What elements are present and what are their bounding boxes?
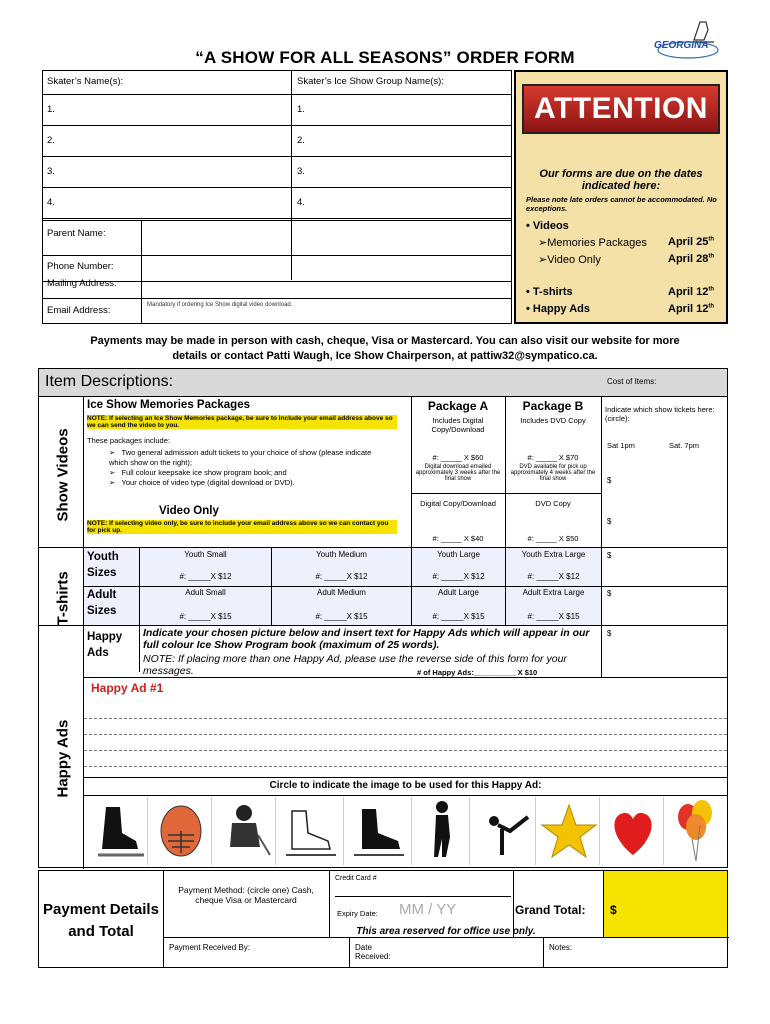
skater-row-2[interactable]: [43, 126, 511, 157]
heart-icon[interactable]: [602, 797, 664, 865]
happy-ad-message-lines[interactable]: [84, 697, 727, 777]
due-dates-heading: Our forms are due on the dates indicated here:: [539, 168, 703, 192]
club-logo: [652, 18, 722, 66]
show-option-sat-7pm[interactable]: Sat. 7pm: [669, 441, 700, 450]
digital-copy-qty[interactable]: #: _____ X $40: [432, 534, 484, 543]
side-label-happy-ads: Happy Ads: [54, 719, 72, 798]
expiry-label: Expiry Date:: [337, 909, 378, 918]
video-only-note: NOTE: If selecting video only, be sure to include your email address above so we can contact you for pick up.: [87, 520, 397, 534]
digital-copy-desc: Digital Copy/Download: [420, 499, 496, 508]
skater-names-label: Skater’s Name(s):: [47, 76, 124, 87]
skater-row-4[interactable]: [43, 188, 511, 219]
happy-ads-qty[interactable]: # of Happy Ads:__________ X $10: [417, 668, 538, 677]
happy-ad-images: [84, 795, 727, 867]
cost-of-items-header: Cost of Items:: [607, 377, 657, 386]
dvd-copy-qty[interactable]: #: _____ X $50: [527, 534, 579, 543]
includes-label: These packages include:: [87, 436, 170, 445]
memories-note: NOTE: If selecting an Ice Show Memories package, be sure to include your email address above so we can send the video to you.: [87, 415, 397, 429]
package-b-note: DVD available for pick up approximately 4 weeks after the final show: [510, 464, 596, 482]
tshirts-date: April 12th: [668, 286, 715, 298]
adult-xl-qty[interactable]: #: _____X $15: [527, 612, 580, 621]
adult-large-label: Adult Large: [438, 588, 479, 597]
memories-title: Ice Show Memories Packages: [87, 399, 250, 411]
youth-large-label: Youth Large: [437, 550, 480, 559]
side-label-tshirts: T-shirts: [54, 571, 72, 626]
email-address-field[interactable]: [43, 299, 511, 323]
memories-cost[interactable]: $: [607, 476, 612, 485]
skater-silhouette-icon[interactable]: [414, 797, 470, 865]
circle-image-label: Circle to indicate the image to be used for this Happy Ad:: [269, 780, 542, 791]
video-only-cost[interactable]: $: [607, 517, 612, 526]
attention-banner: ATTENTION: [522, 84, 720, 134]
happy-ads-instructions: Indicate your chosen picture below and insert text for Happy Ads which will appear in our full colour Ice Show Program book (maximum of 25 words).: [143, 627, 590, 651]
mailing-address-label: Mailing Address:: [47, 278, 117, 289]
expiry-input[interactable]: MM / YY: [399, 901, 457, 918]
youth-large-qty[interactable]: #: _____X $12: [432, 572, 485, 581]
adult-small-label: Adult Small: [185, 588, 226, 597]
video-only-title: Video Only: [159, 505, 219, 517]
row-number: 1.: [297, 104, 305, 115]
side-label-show-videos: Show Videos: [54, 428, 72, 522]
date-received-label: Date Received:: [355, 943, 391, 961]
indicate-show-label: Indicate which show tickets here: (circle):: [605, 405, 715, 423]
payment-section: [38, 870, 728, 968]
grand-total-label: Grand Total:: [515, 903, 586, 917]
happy-ads-label: Happy Ads: [87, 631, 123, 659]
youth-cost[interactable]: $: [607, 551, 612, 560]
row-number: 4.: [297, 197, 305, 208]
office-use-label: This area reserved for office use only.: [356, 926, 536, 937]
adult-small-qty[interactable]: #: _____X $15: [179, 612, 232, 621]
received-by-label: Payment Received By:: [169, 943, 250, 952]
payment-details-title: Payment Details and Total: [43, 901, 159, 940]
video-only-date: April 28th: [668, 253, 715, 265]
show-option-sat-1pm[interactable]: Sat 1pm: [607, 441, 635, 450]
logo-text: GEORGINA: [654, 40, 709, 51]
adult-cost[interactable]: $: [607, 589, 612, 598]
adult-medium-label: Adult Medium: [317, 588, 366, 597]
grand-total-dollar: $: [610, 903, 617, 917]
late-note: Please note late orders cannot be accommodated. No exceptions.: [526, 195, 717, 213]
youth-small-qty[interactable]: #: _____X $12: [179, 572, 232, 581]
adult-xl-label: Adult Extra Large: [522, 588, 585, 597]
notes-label: Notes:: [549, 943, 573, 952]
credit-card-label: Credit Card #: [335, 875, 377, 882]
row-number: 2.: [297, 135, 305, 146]
youth-xl-qty[interactable]: #: _____X $12: [527, 572, 580, 581]
skater-info-section: [42, 70, 512, 324]
youth-medium-label: Youth Medium: [316, 550, 367, 559]
tshirts-bullet: • T-shirts: [526, 286, 573, 298]
skater-row-1[interactable]: [43, 95, 511, 126]
happy-ads-note: NOTE: If placing more than one Happy Ad, please use the reverse side of this form for your messages.: [143, 653, 567, 677]
youth-sizes-label: Youth Sizes: [87, 551, 119, 579]
figure-skate-white-icon[interactable]: [278, 797, 344, 865]
hockey-player-icon[interactable]: [214, 797, 276, 865]
star-icon[interactable]: [538, 797, 600, 865]
skater-row-3[interactable]: [43, 157, 511, 188]
memories-bullet: ➢Memories Packages: [538, 237, 647, 249]
items-section: [38, 368, 728, 868]
memories-date: April 25th: [668, 236, 715, 248]
youth-medium-qty[interactable]: #: _____X $12: [315, 572, 368, 581]
happy-ads-cost[interactable]: $: [607, 629, 612, 638]
balloons-icon[interactable]: [666, 797, 726, 865]
dvd-copy-desc: DVD Copy: [535, 499, 571, 508]
parent-name-field[interactable]: [43, 221, 511, 256]
package-a-desc: Includes Digital Copy/Download: [431, 416, 485, 434]
adult-medium-qty[interactable]: #: _____X $15: [315, 612, 368, 621]
adult-large-qty[interactable]: #: _____X $15: [432, 612, 485, 621]
row-number: 3.: [47, 166, 55, 177]
adult-sizes-label: Adult Sizes: [87, 589, 117, 617]
youth-small-label: Youth Small: [184, 550, 227, 559]
attention-panel: [514, 70, 728, 324]
happy-ads-bullet: • Happy Ads: [526, 303, 590, 315]
videos-bullet: • Videos: [526, 220, 569, 232]
includes-list: ➢ Two general admission adult tickets to your choice of show (please indicate which show on the right); ➢ Full colour keepsake ice show program book; and ➢ Your choice of video type (digital download or DVD).: [109, 448, 372, 487]
package-b-qty[interactable]: #: _____ X $70: [527, 453, 579, 462]
credit-card-field[interactable]: [335, 896, 511, 897]
row-number: 3.: [297, 166, 305, 177]
payment-note: Payments may be made in person with cash, cheque, Visa or Mastercard. You can also visit our website for more details or contact Patti Waugh, Ice Show Chairperson, at pattiw32@sympatico.ca.: [90, 335, 680, 362]
youth-xl-label: Youth Extra Large: [521, 550, 586, 559]
spiral-skater-icon[interactable]: [472, 797, 536, 865]
row-number: 2.: [47, 135, 55, 146]
package-b-title: Package B: [522, 399, 584, 413]
phone-number-label: Phone Number:: [47, 261, 114, 272]
group-names-label: Skater’s Ice Show Group Name(s):: [297, 76, 444, 87]
row-number: 4.: [47, 197, 55, 208]
email-address-label: Email Address:: [47, 305, 111, 316]
mailing-address-field[interactable]: [43, 278, 511, 299]
package-a-title: Package A: [427, 399, 489, 413]
row-number: 1.: [47, 104, 55, 115]
payment-method[interactable]: Payment Method: (circle one) Cash, cheque Visa or Mastercard: [178, 885, 314, 905]
video-only-bullet: ➢Video Only: [538, 254, 601, 266]
goalie-mask-icon[interactable]: [150, 797, 212, 865]
package-b-desc: Includes DVD Copy: [520, 416, 586, 425]
package-a-note: Digital download emailed approximately 3 weeks after the final show: [415, 464, 501, 482]
package-a-qty[interactable]: #: _____ X $60: [432, 453, 484, 462]
hockey-skate-icon[interactable]: [88, 797, 148, 865]
happy-ad-1-title: Happy Ad #1: [91, 681, 164, 695]
figure-skate-black-icon[interactable]: [346, 797, 412, 865]
item-descriptions-header: Item Descriptions:: [45, 373, 174, 390]
email-note: Mandatory if ordering Ice Show digital video download.: [147, 302, 293, 308]
happy-ads-date: April 12th: [668, 303, 715, 315]
parent-name-label: Parent Name:: [47, 228, 106, 239]
form-title: “A SHOW FOR ALL SEASONS” ORDER FORM: [195, 48, 575, 67]
